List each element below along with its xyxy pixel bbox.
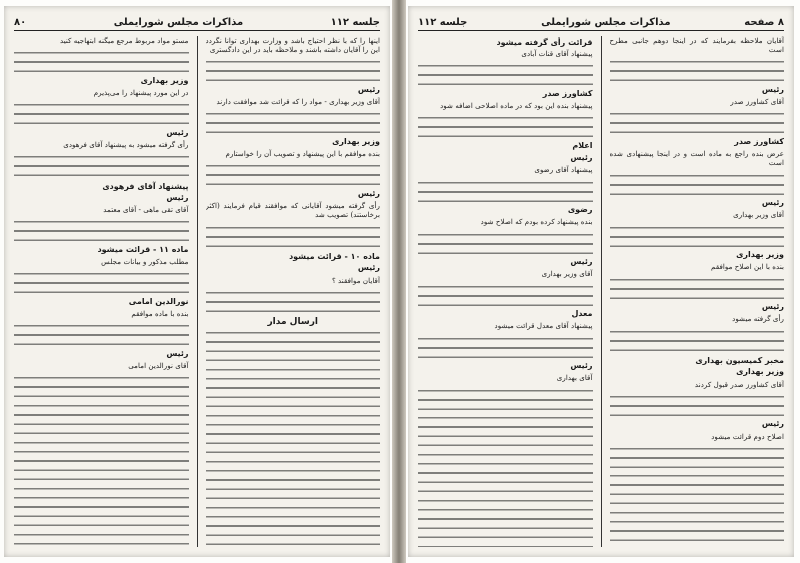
paragraph-text: رأی گرفته میشود	[732, 314, 784, 324]
text-lines-texture	[610, 327, 785, 355]
paragraph-text: پیشنهاد آقای معدل قرائت میشود	[494, 321, 593, 331]
speaker-name: رئیس	[761, 419, 784, 429]
speaker-name: وزیر بهداری	[332, 137, 380, 146]
text-lines-texture	[206, 57, 381, 85]
text-lines-texture	[610, 171, 785, 199]
section-heading: پیشنهاد آقای فرهودی	[102, 181, 189, 191]
speaker-name: رئیس	[570, 153, 593, 163]
paragraph-text: مستو مواد مربوط مرجع میگنه ابتهاجیه کنید	[59, 36, 189, 45]
speaker-name: وزیر بهداری	[736, 250, 784, 260]
left-page	[4, 6, 390, 557]
text-lines-texture	[14, 321, 189, 349]
end-mark: ارسال مدار	[267, 317, 318, 328]
text-lines-texture	[418, 178, 593, 206]
paragraph-text: عرض بنده راجع به ماده است و در اینجا پیشنهادی شده است	[609, 149, 784, 168]
paragraph-text: پیشنهاد آقای قنات آبادی	[521, 49, 593, 59]
section-heading: ماده ۱۰ - قرائت میشود	[289, 252, 380, 262]
text-lines-texture	[418, 386, 593, 414]
paragraph-text: آقای بهداری	[556, 373, 593, 383]
left-page-title: مذاکرات مجلس شورایملی	[113, 16, 244, 28]
text-lines-texture	[610, 471, 785, 547]
text-lines-texture	[418, 282, 593, 310]
speaker-name: رئیس	[761, 85, 784, 94]
text-lines-texture	[610, 57, 785, 85]
speaker-name: وزیر بهداری	[736, 367, 784, 377]
paragraph-text: پیشنهاد بنده این بود که در ماده اصلاحی اضافه شود	[440, 101, 593, 111]
text-lines-texture	[206, 109, 381, 137]
text-lines-texture	[14, 373, 189, 401]
speaker-name: رئیس	[357, 85, 380, 94]
text-lines-texture	[610, 275, 785, 303]
text-lines-texture	[206, 328, 381, 547]
paragraph-text: بنده موافقم با این پیشنهاد و تصویب آن را خواستارم	[225, 149, 380, 159]
speaker-name: رضوی	[567, 205, 593, 215]
speaker-name: رئیس	[357, 263, 380, 273]
paragraph-text: آقایان موافقند ؟	[331, 275, 380, 285]
paragraph-text: بنده با ماده موافقم	[131, 309, 189, 319]
section-heading: مخبر کمیسیون بهداری	[695, 356, 784, 366]
speaker-name: کشاورز صدر	[734, 137, 784, 146]
left-page-col-right	[206, 36, 381, 547]
paragraph-text: مطلب مذکور و بیانات مجلس	[101, 257, 189, 267]
text-lines-texture	[206, 161, 381, 189]
right-page-columns	[418, 36, 784, 547]
speaker-name: رئیس	[570, 257, 593, 267]
paragraph-text: اینها را که با نظر احتیاج باشد و وزارت بهداری توانا نگردد این را آقایان داشته باشند و ملاحظه باید در این دادگستری	[205, 36, 380, 55]
paragraph-text: پیشنهاد آقای رضوی	[534, 165, 593, 175]
left-page-session: جلسه ۱۱۲	[330, 16, 380, 28]
text-lines-texture	[610, 223, 785, 251]
text-lines-texture	[610, 109, 785, 137]
paragraph-text: آقای نورالدین امامی	[128, 361, 189, 371]
right-page-number: ۸ صفحه	[744, 16, 784, 28]
text-lines-texture	[14, 269, 189, 297]
speaker-name: رئیس	[761, 198, 784, 208]
text-lines-texture	[14, 401, 189, 547]
paragraph-text: رأی گرفته میشود آقایانی که موافقند قیام فرمایند (اکثر برخاستند) تصویب شد	[205, 201, 380, 220]
right-page-header	[418, 14, 784, 31]
left-page-columns	[14, 36, 380, 547]
paragraph-text: رأی گرفته میشود به پیشنهاد آقای فرهودی	[63, 140, 189, 149]
text-lines-texture	[418, 113, 593, 141]
text-lines-texture	[610, 392, 785, 420]
text-lines-texture	[610, 444, 785, 472]
right-page-col-left	[418, 36, 593, 547]
paragraph-text: بنده پیشنهاد کرده بودم که اصلاح شود	[480, 217, 593, 227]
column-divider	[601, 36, 602, 547]
text-lines-texture	[206, 223, 381, 251]
right-page	[408, 6, 794, 557]
left-page-number: ۸۰	[14, 16, 27, 28]
text-lines-texture	[14, 48, 189, 76]
paragraph-text: آقای وزیر بهداری	[541, 269, 593, 279]
speaker-name: نورالدین امامی	[128, 297, 189, 306]
paragraph-text: اصلاح دوم قرائت میشود	[711, 431, 784, 441]
left-page-header	[14, 14, 380, 31]
speaker-name: رئیس	[166, 127, 189, 137]
right-page-session: جلسه ۱۱۲	[418, 16, 468, 28]
text-lines-texture	[418, 230, 593, 258]
column-divider	[197, 36, 198, 547]
speaker-name: اعلام	[572, 141, 593, 150]
text-lines-texture	[14, 100, 189, 128]
speaker-name: معدل	[571, 309, 593, 319]
text-lines-texture	[418, 334, 593, 362]
speaker-name: رئیس	[570, 361, 593, 371]
text-lines-texture	[14, 217, 189, 245]
paragraph-text: آقای وزیر بهداری - مواد را که قرائت شد موافقت دارند	[216, 97, 380, 107]
text-lines-texture	[418, 61, 593, 89]
paragraph-text: بنده با این اصلاح موافقم	[711, 262, 784, 272]
left-page-col-left	[14, 36, 189, 547]
paragraph-text: آقای کشاورز صدر قبول کردند	[694, 379, 784, 389]
book-gutter	[392, 0, 406, 563]
paragraph-text: در این مورد پیشنهاد را می‌پذیرم	[93, 88, 189, 97]
text-lines-texture	[418, 413, 593, 547]
speaker-name: رئیس	[166, 193, 189, 202]
paragraph-text: آقای وزیر بهداری	[733, 210, 784, 220]
right-page-col-right	[610, 36, 785, 547]
paragraph-text: آقای تقی ماهی - آقای معتمد	[103, 205, 189, 215]
speaker-name: رئیس	[357, 189, 380, 198]
speaker-name: رئیس	[761, 302, 784, 312]
paragraph-text: آقای کشاورز صدر	[730, 97, 784, 107]
speaker-name: کشاورز صدر	[542, 89, 593, 98]
text-lines-texture	[206, 288, 381, 316]
speaker-name: رئیس	[166, 349, 189, 358]
right-page-title: مذاکرات مجلس شورایملی	[541, 16, 671, 28]
text-lines-texture	[14, 152, 189, 180]
section-heading: قرائت رأی گرفته میشود	[496, 38, 593, 47]
speaker-name: وزیر بهداری	[140, 75, 189, 85]
paragraph-text: آقایان ملاحظه بفرمایند که در اینجا دوهم جانبی مطرح است	[609, 36, 784, 55]
speaker-name: ماده ۱۱ - قرائت میشود	[97, 245, 189, 254]
